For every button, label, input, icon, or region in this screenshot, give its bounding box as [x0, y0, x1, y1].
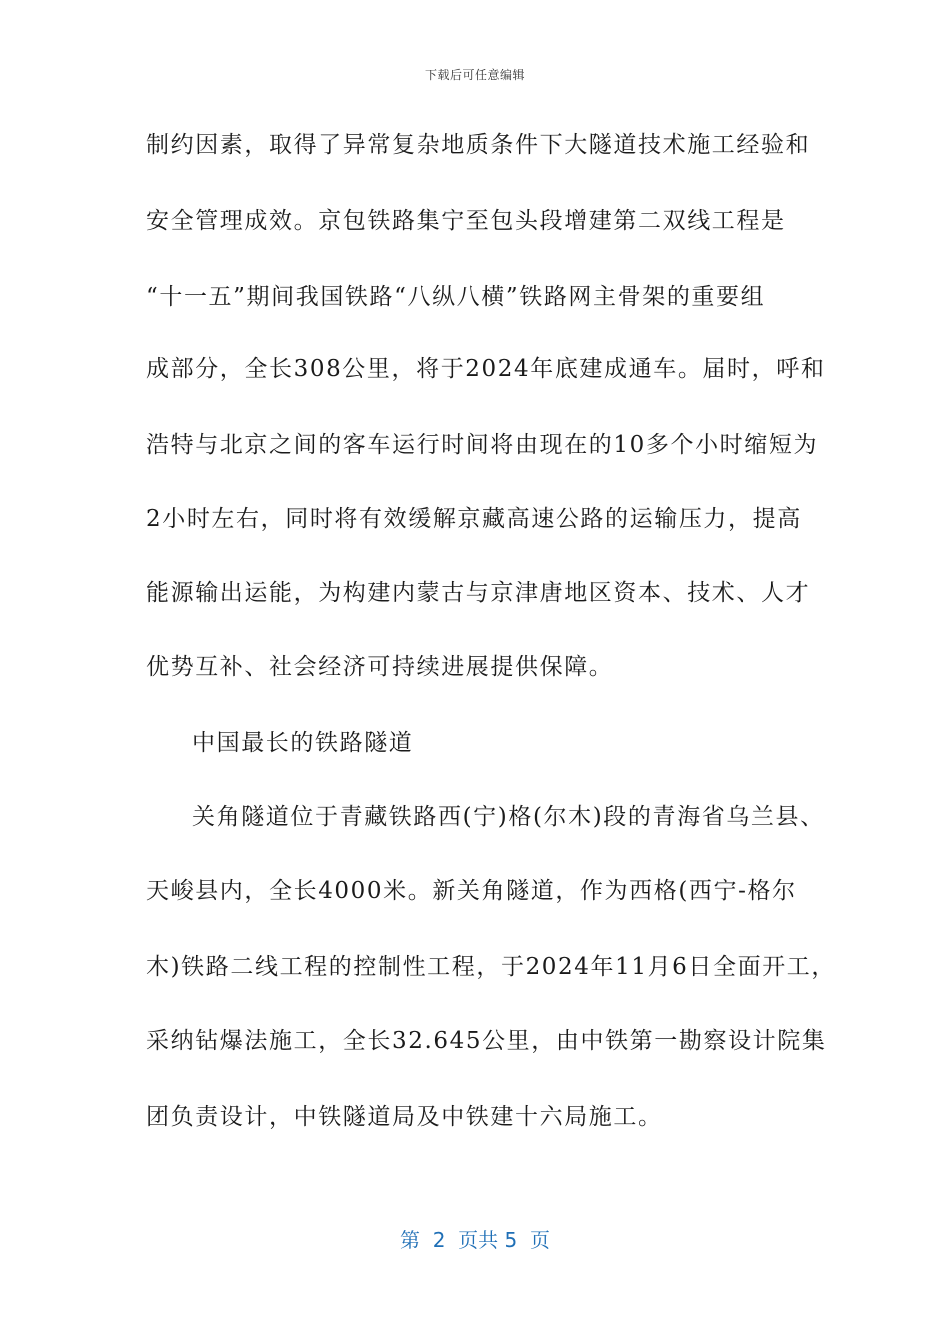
- paragraph-line-3: “十一五”期间我国铁路“八纵八横”铁路网主骨架的重要组: [146, 284, 766, 310]
- paragraph-line-2: 安全管理成效。京包铁路集宁至包头段增建第二双线工程是: [146, 208, 786, 234]
- paragraph-line-10: 天峻县内，全长4000米。新关角隧道，作为西格(西宁-格尔: [146, 878, 797, 904]
- paragraph-line-12: 采纳钻爆法施工，全长32.645公里，由中铁第一勘察设计院集: [146, 1028, 827, 1054]
- paragraph-line-6: 2小时左右，同时将有效缓解京藏高速公路的运输压力，提高: [146, 506, 802, 532]
- paragraph-line-4: 成部分，全长308公里，将于2024年底建成通车。届时，呼和: [146, 356, 826, 382]
- section-heading: 中国最长的铁路隧道: [192, 730, 414, 756]
- page-number: 第 2 页共 5 页: [400, 1228, 550, 1252]
- paragraph-line-9: 关角隧道位于青藏铁路西(宁)格(尔木)段的青海省乌兰县、: [192, 804, 825, 830]
- download-note: 下载后可任意编辑: [424, 68, 525, 82]
- paragraph-line-13: 团负责设计，中铁隧道局及中铁建十六局施工。: [146, 1104, 663, 1130]
- paragraph-line-11: 木)铁路二线工程的控制性工程，于2024年11月6日全面开工，: [146, 954, 837, 980]
- paragraph-line-7: 能源输出运能，为构建内蒙古与京津唐地区资本、技术、人才: [146, 580, 811, 606]
- paragraph-line-8: 优势互补、社会经济可持续进展提供保障。: [146, 654, 614, 680]
- paragraph-line-5: 浩特与北京之间的客车运行时间将由现在的10多个小时缩短为: [146, 432, 819, 458]
- paragraph-line-1: 制约因素，取得了异常复杂地质条件下大隧道技术施工经验和: [146, 132, 811, 158]
